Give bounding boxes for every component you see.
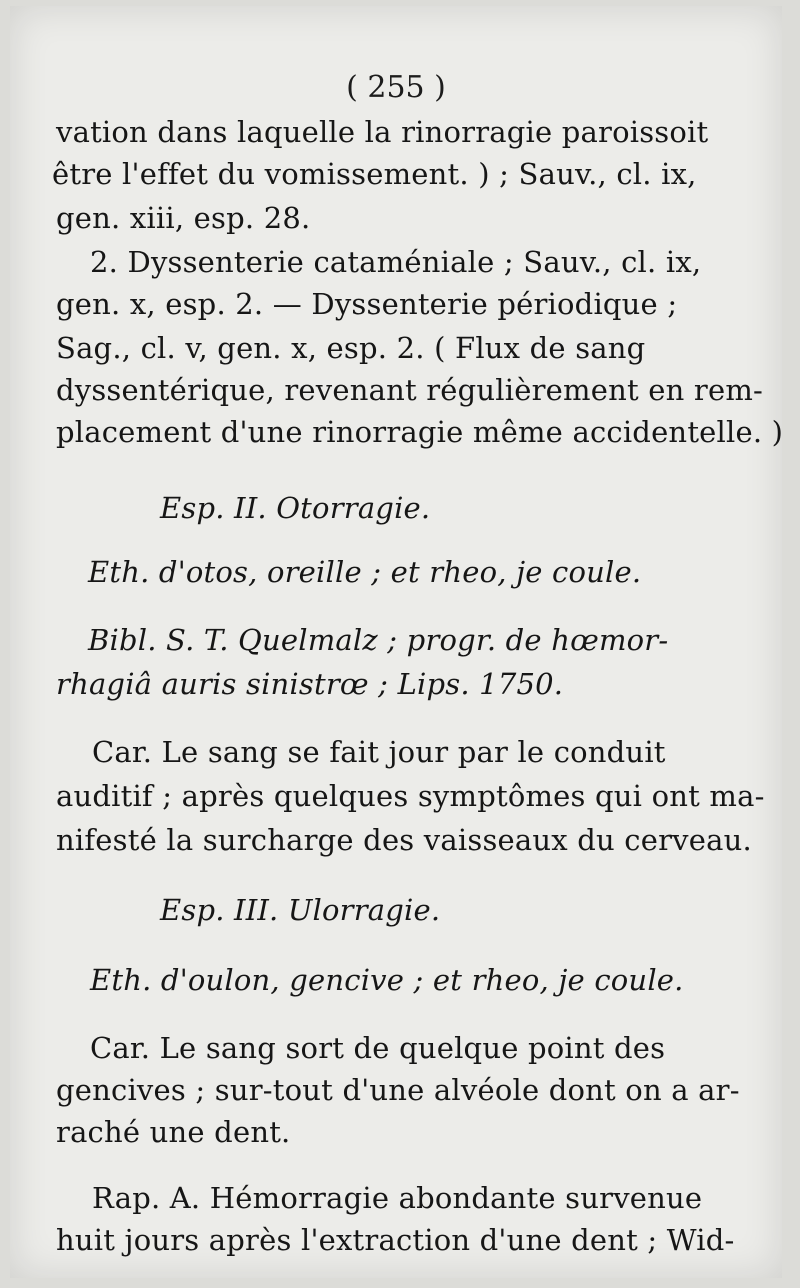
text-line: gen. xiii, esp. 28. [56,201,311,235]
text-line: Car. Le sang se fait jour par le conduit [92,735,666,769]
text-line: gen. x, esp. 2. — Dyssenterie périodique ; [56,287,678,321]
text-line: auditif ; après quelques symptômes qui ont ma- [56,779,765,813]
etymology-line: Eth. d'otos, oreille ; et rheo, je coule. [88,555,642,589]
etymology-line: Eth. d'oulon, gencive ; et rheo, je coule. [90,963,684,997]
bibliography-line: rhagiâ auris sinistrœ ; Lips. 1750. [56,667,564,701]
text-line: Rap. A. Hémorragie abondante survenue [92,1181,703,1215]
text-line: Sag., cl. v, gen. x, esp. 2. ( Flux de sang [56,331,646,365]
bibliography-line: Bibl. S. T. Quelmalz ; progr. de hœmor- [88,623,669,657]
text-line: être l'effet du vomissement. ) ; Sauv., cl. ix, [52,157,697,191]
page-number: ( 255 ) [346,70,446,105]
text-line: dyssentérique, revenant régulièrement en rem- [56,373,764,407]
text-line: placement d'une rinorragie même accidentelle. ) [56,415,784,449]
text-line: vation dans laquelle la rinorragie paroissoit [56,115,709,149]
text-line: gencives ; sur-tout d'une alvéole dont on a ar- [56,1073,740,1107]
section-heading: Esp. III. Ulorragie. [160,893,441,927]
text-line: raché une dent. [56,1115,291,1149]
text-line: 2. Dyssenterie cataméniale ; Sauv., cl. ix, [90,245,702,279]
text-line: nifesté la surcharge des vaisseaux du cerveau. [56,823,752,857]
book-page [10,6,782,1278]
text-line: huit jours après l'extraction d'une dent ; Wid- [56,1223,735,1257]
section-heading: Esp. II. Otorragie. [160,491,431,525]
text-line: Car. Le sang sort de quelque point des [90,1031,666,1065]
